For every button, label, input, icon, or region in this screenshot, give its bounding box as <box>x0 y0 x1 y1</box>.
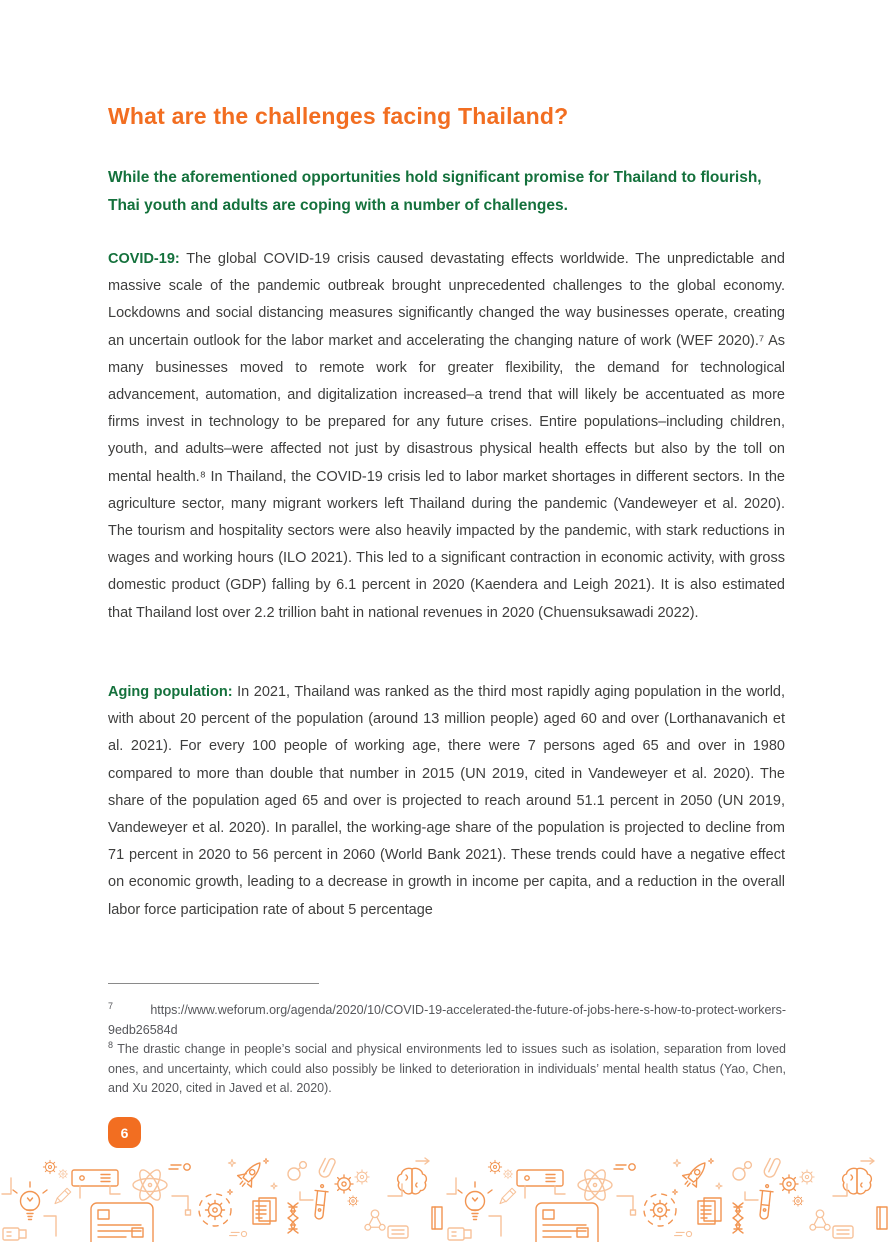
book-icon <box>432 1207 442 1229</box>
comet-icon <box>230 1231 247 1236</box>
server-icon <box>72 1170 118 1186</box>
equation-panel-icon <box>388 1226 408 1238</box>
molecule-icon <box>365 1210 385 1230</box>
paragraph-covid-text: The global COVID-19 crisis caused devastating effects worldwide. The unpredictable and massive scale of the pandemic outbreak brought unprecedented challenges to the global economy. Lockdowns and social distancing measures significantly changed the way businesses operate, creating an uncertain outlook for the labor market and accelerating the changing nature of work (WEF 2020).⁷ As many businesses moved to remote work for greater flexibility, the demand for technological advancement, automation, and digitalization increased–a trend that will likely be accentuated as more firms invest in technology to be prepared for any future crises. Entire populations–including children, youth, and adults–were affected not just by disastrous physical health effects but also by the toll on mental health.⁸ In Thailand, the COVID-19 crisis led to labor market shortages in different sectors. In the agriculture sector, many migrant workers left Thailand during the pandemic (Vandeweyer et al. 2020). The tourism and hospitality sectors were also heavily impacted by the pandemic, with stark reductions in wages and working hours (ILO 2021). This led to a significant contraction in economic activity, with gross domestic product (GDP) falling by 6.1 percent in 2020 (Kaendera and Leigh 2021). It is also estimated that Thailand lost over 2.2 trillion baht in national revenues in 2020 (Chuensuksawadi 2022). <box>108 251 785 621</box>
footer-doodles-band <box>2 1156 442 1242</box>
gear-icon <box>355 1170 369 1184</box>
footnote-7 <box>108 1001 786 1040</box>
lightbulb-icon <box>13 1182 47 1220</box>
tablet-icon <box>91 1203 153 1242</box>
chemistry-icon <box>288 1162 306 1180</box>
paperclip-icon <box>315 1156 339 1179</box>
rocket-icon <box>234 1157 266 1191</box>
circuit-node-icon <box>172 1196 191 1215</box>
dashed-gear-icon <box>199 1194 231 1226</box>
footnote-8 <box>108 1040 786 1099</box>
gear-icon <box>335 1175 353 1193</box>
paragraph-aging-text: In 2021, Thailand was ranked as the third most rapidly aging population in the world, with about 20 percent of the population (around 13 million people) aged 60 and over (Lorthanavanich et al. 2021). For every 100 people of working age, there were 7 persons aged 65 and over in 1980 compared to more than double that number in 2015 (UN 2019, cited in Vandeweyer et al. 2020). The share of the population aged 65 and over is projected to reach around 51.1 percent in 2050 (UN 2019, Vandeweyer et al. 2020). In parallel, the working-age share of the population is projected to decline from 71 percent in 2020 to 56 percent in 2060 (World Bank 2021). These trends could have a negative effect on economic growth, leading to a decrease in growth in income per capita, and a reduction in the overall labor force participation rate of about 5 percentage <box>108 684 786 918</box>
star-icon <box>228 1159 235 1166</box>
page-title: What are the challenges facing Thailand? <box>108 103 569 129</box>
footer-doodles-repeat <box>447 1156 887 1242</box>
circuit-line <box>80 1186 120 1198</box>
comet-icon <box>169 1164 190 1170</box>
footer-science-doodles <box>0 1154 891 1242</box>
paragraph-aging-label: Aging population: <box>108 684 233 700</box>
footnote-8-marker: 8 <box>108 1039 114 1050</box>
gear-icon <box>43 1160 56 1173</box>
paragraph-covid-label: COVID-19: <box>108 251 180 267</box>
circuit-line <box>2 1178 402 1200</box>
star-icon <box>271 1183 277 1189</box>
paragraph-aging <box>108 679 785 924</box>
footnotes <box>108 1001 786 1099</box>
page-number-badge: 6 <box>108 1117 141 1148</box>
arrow-icon <box>416 1158 429 1164</box>
footnote-7-marker: 7 <box>108 1000 114 1011</box>
gear-icon <box>58 1169 68 1179</box>
circuit-line <box>44 1216 56 1236</box>
documents-icon <box>253 1198 276 1224</box>
footnote-separator <box>108 983 319 984</box>
test-tube-icon <box>312 1184 329 1220</box>
paragraph-covid <box>108 246 785 627</box>
usb-icon <box>3 1228 26 1240</box>
pencil-icon <box>55 1188 71 1203</box>
dna-icon <box>288 1203 298 1233</box>
footnote-8-text: The drastic change in people’s social and physical environments led to issues such as isolation, separation from loved ones, and uncertainty, which could also possibly be linked to deterioration in individuals’ mental health status (Yao, Chen, and Xu 2020, cited in Javed et al. 2020). <box>108 1042 787 1095</box>
intro-statement: While the aforementioned opportunities hold significant promise for Thailand to flourish, Thai youth and adults are coping with a number of challenges. <box>108 169 762 214</box>
star-icon <box>227 1189 232 1194</box>
star-icon <box>263 1158 268 1163</box>
atom-icon <box>133 1167 167 1203</box>
footnote-7-text: https://www.weforum.org/agenda/2020/10/COVID-19-accelerated-the-future-of-jobs-here-s-how-to-protect-workers-9edb26584d <box>108 1003 786 1037</box>
gear-icon <box>348 1196 358 1206</box>
